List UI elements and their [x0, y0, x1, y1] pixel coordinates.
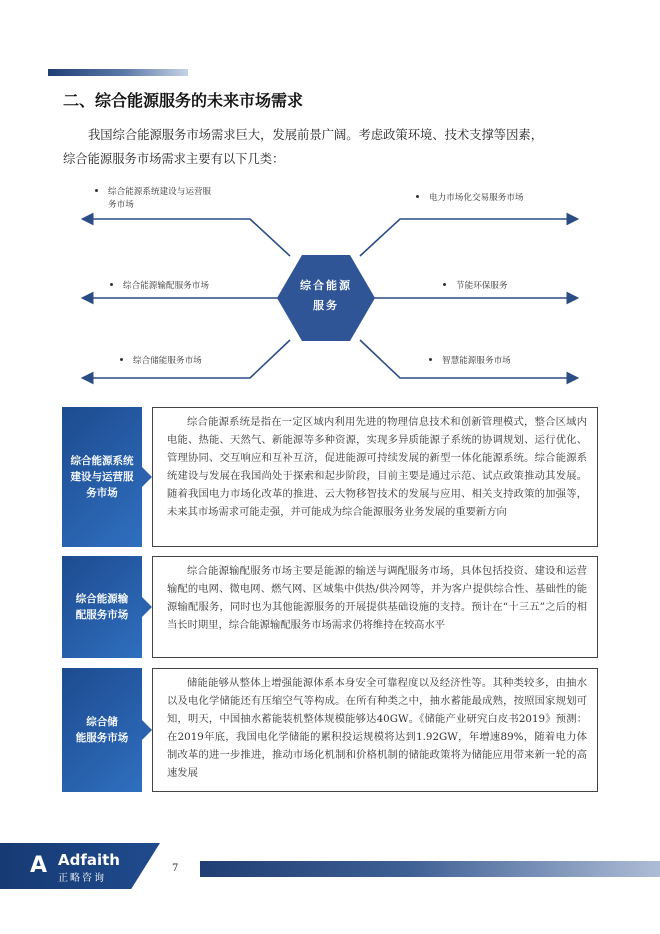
- card-title-transmission: 综合能源输 配服务市场: [62, 556, 142, 658]
- diagram-label-right-3: 智慧能源服务市场: [429, 355, 511, 368]
- top-accent-bar: [48, 69, 188, 76]
- footer-accent-bar: [200, 861, 660, 877]
- intro-paragraph: [63, 123, 603, 171]
- diagram-label-left-3: 综合储能服务市场: [120, 355, 202, 368]
- intro-line-1: 我国综合能源服务市场需求巨大，发展前景广阔。考虑政策环境、技术支撑等因素，: [88, 128, 543, 142]
- bullet-icon: [416, 195, 419, 198]
- diagram-label-left-2: 综合能源输配服务市场: [110, 280, 209, 293]
- adfaith-logo-icon: A: [30, 853, 48, 878]
- diagram-label-right-1: 电力市场化交易服务市场: [416, 192, 524, 205]
- bullet-icon: [120, 358, 123, 361]
- card-text-system: 综合能源系统是指在一定区域内利用先进的物理信息技术和创新管理模式，整合区域内电能、热能、天然气、新能源等多种资源，实现多异质能源子系统的协调规划、运行优化、管理协同、交互响应和互补互济，促进能源可持续发展的新型一体化能源系统。综合能源系统建设与发展在我国尚处于探索和起步阶段，目前主要是通过示范、试点政策推动其发展。随着我国电力市场化改革的推进、云大物移智技术的发展与应用、相关支持政策的加强等，未来其市场需求可能走强，并可能成为综合能源服务业务发展的重要新方向: [152, 407, 598, 547]
- section-heading: 二、综合能源服务的未来市场需求: [63, 91, 304, 110]
- card-title-storage: 综合储 能服务市场: [62, 668, 142, 792]
- card-text-transmission: 综合能源输配服务市场主要是能源的输送与调配服务市场，具体包括投资、建设和运营输配的电网、微电网、燃气网、区域集中供热/供冷网等，并为客户提供综合性、基础性的能源输配服务，同时也为其他能源服务的开展提供基础设施的支持。预计在“十三五”之后的相当长时期里，综合能源输配服务市场需求仍将维持在较高水平: [152, 556, 598, 658]
- intro-line-2: 综合能源服务市场需求主要有以下几类：: [63, 152, 285, 166]
- page-number: 7: [172, 863, 179, 874]
- diagram-label-left-1: 综合能源系统建设与运营服 务市场: [95, 186, 211, 212]
- diagram-label-right-2: 节能环保服务: [443, 280, 508, 293]
- bullet-icon: [429, 358, 432, 361]
- bullet-icon: [110, 283, 113, 286]
- card-text-storage: 储能能够从整体上增强能源体系本身安全可靠程度以及经济性等。其种类较多，由抽水以及电化学储能还有压缩空气等构成。在所有种类之中，抽水蓄能最成熟，按照国家规划可知，明天，中国抽水蓄能装机整体规模能够达40GW。《储能产业研究白皮书2019》预测：在2019年底，我国电化学储能的累积投运规模将达到1.92GW，年增速89%，随着电力体制改革的进一步推进，推动市场化机制和价格机制的储能政策将为储能应用带来新一轮的高速发展: [152, 668, 598, 792]
- card-title-system: 综合能源系统 建设与运营服 务市场: [62, 407, 142, 547]
- connector-left-top: [92, 219, 290, 256]
- logo-text-en: Adfaith: [58, 851, 120, 869]
- bullet-icon: [443, 283, 446, 286]
- logo-text-cn: 正略咨询: [58, 873, 106, 884]
- connector-right-top: [360, 219, 568, 256]
- bullet-icon: [95, 189, 98, 192]
- center-hexagon-label: 综合能源 服务: [300, 279, 352, 312]
